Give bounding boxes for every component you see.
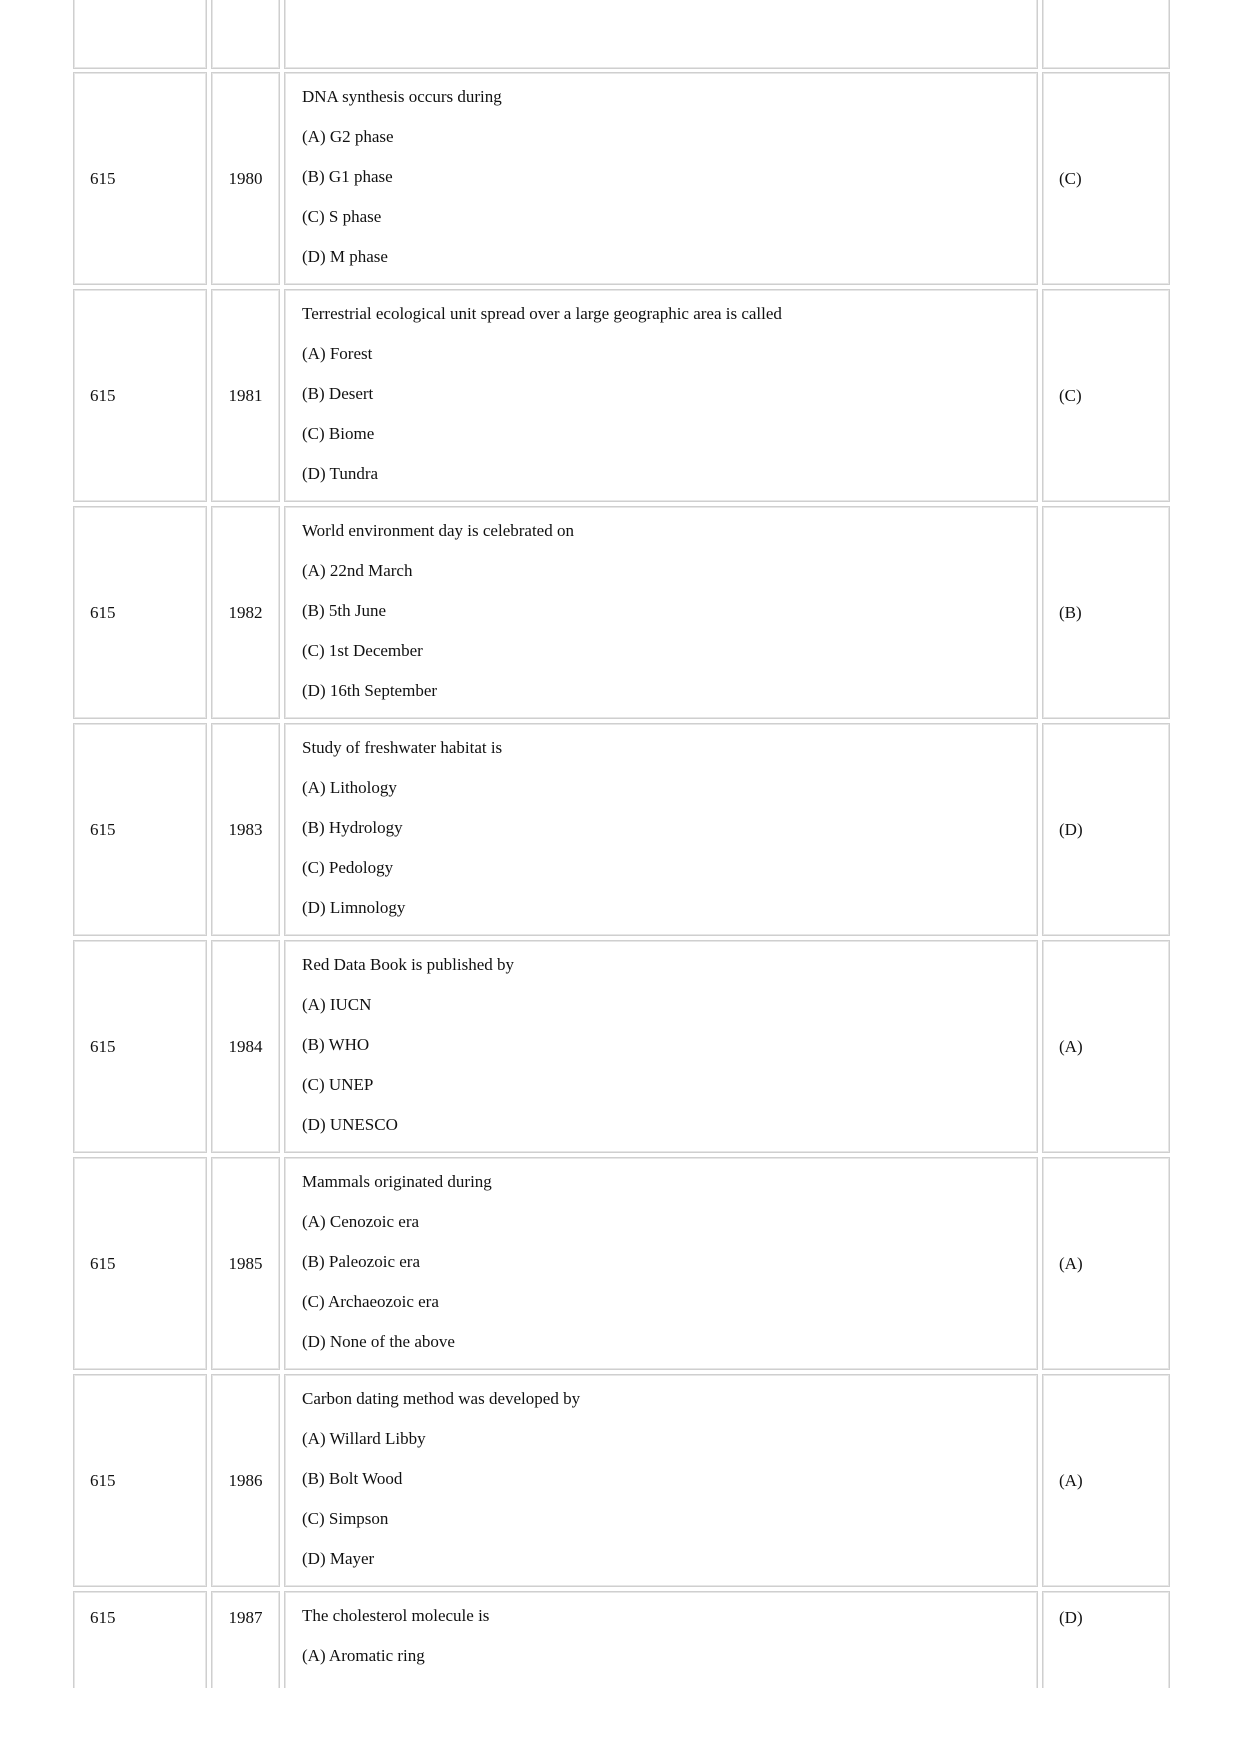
option-d: (D) 16th September [302, 681, 438, 700]
question-cell [284, 506, 1038, 719]
option-c: (C) Simpson [302, 1509, 389, 1528]
question-cell [284, 1591, 1038, 1688]
answer-cell: (C) [1042, 72, 1170, 285]
question-text: Study of freshwater habitat is [302, 738, 503, 757]
question-cell [284, 940, 1038, 1153]
answer-cell: (C) [1042, 289, 1170, 502]
question-cell [284, 723, 1038, 936]
question-text: Red Data Book is published by [302, 955, 515, 974]
question-cell [284, 0, 1038, 69]
number-cell [211, 0, 280, 69]
option-a: (A) Cenozoic era [302, 1212, 420, 1231]
question-text: Carbon dating method was developed by [302, 1389, 581, 1408]
table-row [73, 1591, 1170, 1688]
question-text: The cholesterol molecule is [302, 1606, 490, 1625]
answer-cell: (A) [1042, 940, 1170, 1153]
question-text: DNA synthesis occurs during [302, 87, 502, 106]
option-c: (C) Biome [302, 424, 375, 443]
code-cell [73, 0, 207, 69]
question-text: Terrestrial ecological unit spread over a large geographic area is called [302, 304, 782, 323]
table-row [73, 506, 1170, 719]
question-table [73, 0, 1170, 1688]
answer-cell: (D) [1042, 1591, 1170, 1688]
answer-cell: (D) [1042, 723, 1170, 936]
table-row [73, 72, 1170, 285]
question-cell [284, 1374, 1038, 1587]
number-cell: 1987 [211, 1591, 280, 1688]
question-text: Mammals originated during [302, 1172, 492, 1191]
option-b: (B) WHO [302, 1035, 370, 1054]
number-cell: 1980 [211, 72, 280, 285]
table-row [73, 289, 1170, 502]
code-cell: 615 [73, 1591, 207, 1688]
option-a: (A) Forest [302, 344, 373, 363]
answer-cell: (A) [1042, 1157, 1170, 1370]
table-row [73, 723, 1170, 936]
option-d: (D) M phase [302, 247, 388, 266]
answer-cell: (A) [1042, 1374, 1170, 1587]
option-d: (D) UNESCO [302, 1115, 398, 1134]
table-row-partial [73, 0, 1170, 69]
number-cell: 1981 [211, 289, 280, 502]
code-cell: 615 [73, 723, 207, 936]
code-cell: 615 [73, 940, 207, 1153]
number-cell: 1986 [211, 1374, 280, 1587]
option-a: (A) Aromatic ring [302, 1646, 425, 1665]
option-b: (B) Desert [302, 384, 374, 403]
option-d: (D) None of the above [302, 1332, 455, 1351]
code-cell: 615 [73, 289, 207, 502]
table-row [73, 940, 1170, 1153]
question-cell [284, 72, 1038, 285]
code-cell: 615 [73, 506, 207, 719]
option-b: (B) G1 phase [302, 167, 393, 186]
code-cell: 615 [73, 72, 207, 285]
answer-cell [1042, 0, 1170, 69]
code-cell: 615 [73, 1374, 207, 1587]
option-d: (D) Limnology [302, 898, 406, 917]
option-c: (C) Archaeozoic era [302, 1292, 439, 1311]
option-a: (A) IUCN [302, 995, 372, 1014]
code-cell: 615 [73, 1157, 207, 1370]
option-a: (A) G2 phase [302, 127, 394, 146]
option-c: (C) UNEP [302, 1075, 374, 1094]
table-row [73, 1374, 1170, 1587]
option-b: (B) Hydrology [302, 818, 403, 837]
option-a: (A) Willard Libby [302, 1429, 426, 1448]
question-text: World environment day is celebrated on [302, 521, 574, 540]
question-cell [284, 1157, 1038, 1370]
number-cell: 1983 [211, 723, 280, 936]
option-b: (B) 5th June [302, 601, 387, 620]
answer-cell: (B) [1042, 506, 1170, 719]
table-row [73, 1157, 1170, 1370]
question-cell [284, 289, 1038, 502]
option-d: (D) Mayer [302, 1549, 375, 1568]
option-b: (B) Paleozoic era [302, 1252, 420, 1271]
option-c: (C) Pedology [302, 858, 394, 877]
option-b: (B) Bolt Wood [302, 1469, 403, 1488]
option-a: (A) Lithology [302, 778, 397, 797]
number-cell: 1984 [211, 940, 280, 1153]
option-c: (C) 1st December [302, 641, 423, 660]
option-d: (D) Tundra [302, 464, 379, 483]
option-a: (A) 22nd March [302, 561, 413, 580]
number-cell: 1985 [211, 1157, 280, 1370]
number-cell: 1982 [211, 506, 280, 719]
option-c: (C) S phase [302, 207, 382, 226]
